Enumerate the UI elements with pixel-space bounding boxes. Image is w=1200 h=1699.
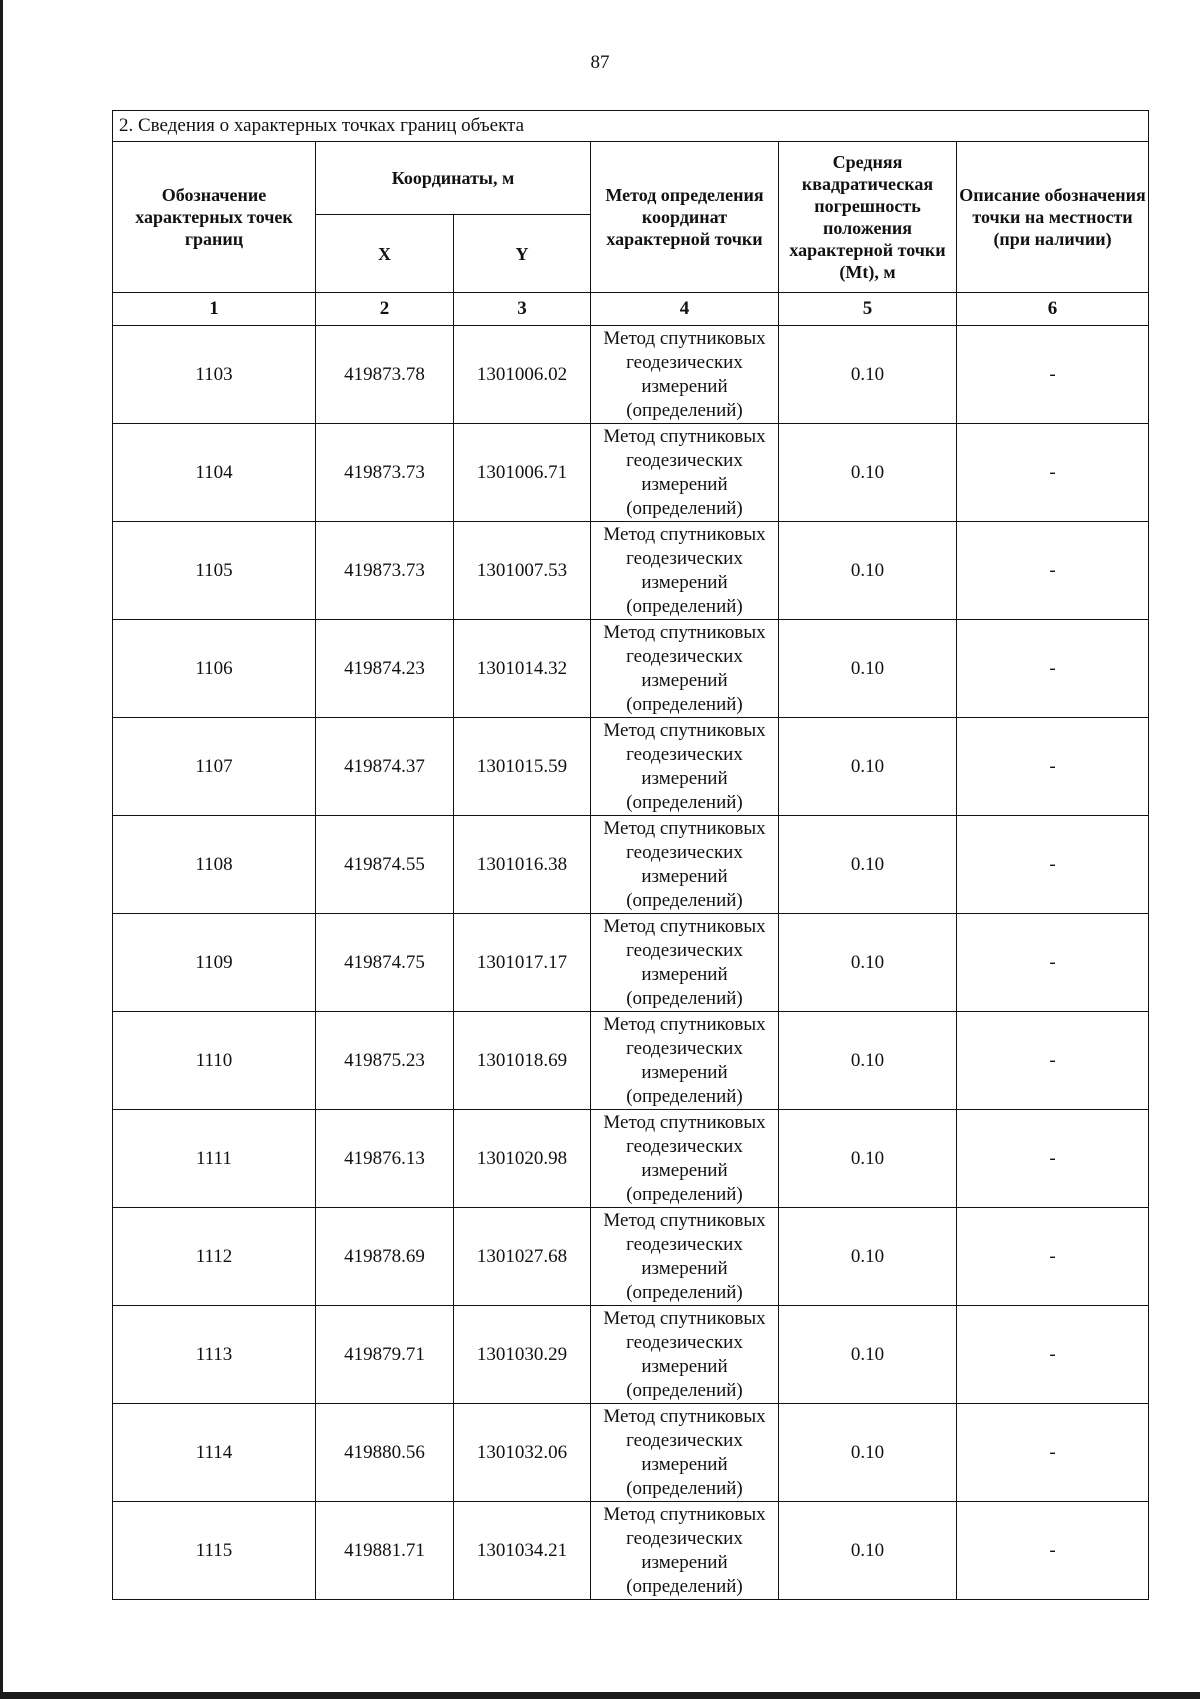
- cell-y: 1301030.29: [454, 1306, 591, 1404]
- cell-point: 1115: [113, 1502, 316, 1600]
- method-line: измерений: [641, 1453, 728, 1475]
- cell-point: 1111: [113, 1110, 316, 1208]
- method-line: Метод спутниковых: [603, 719, 766, 741]
- cell-y: 1301006.71: [454, 424, 591, 522]
- cell-method: [591, 326, 779, 424]
- method-line: (определений): [626, 1281, 743, 1303]
- method-line: геодезических: [626, 351, 743, 373]
- cell-error: 0.10: [779, 914, 957, 1012]
- col-number-4: 4: [591, 293, 779, 326]
- cell-method: [591, 620, 779, 718]
- method-line: (определений): [626, 595, 743, 617]
- header-error: Средняя квадратическая погрешность положения характерной точки (Mt), м: [779, 142, 957, 293]
- cell-error: 0.10: [779, 326, 957, 424]
- cell-description: -: [957, 1404, 1149, 1502]
- method-line: (определений): [626, 693, 743, 715]
- cell-x: 419878.69: [316, 1208, 454, 1306]
- cell-y: 1301034.21: [454, 1502, 591, 1600]
- method-line: Метод спутниковых: [603, 1209, 766, 1231]
- cell-x: 419874.37: [316, 718, 454, 816]
- cell-y: 1301014.32: [454, 620, 591, 718]
- header-method: Метод определения координат характерной точки: [591, 142, 779, 293]
- method-line: Метод спутниковых: [603, 1111, 766, 1133]
- cell-method: [591, 1012, 779, 1110]
- method-line: геодезических: [626, 1429, 743, 1451]
- method-line: геодезических: [626, 1233, 743, 1255]
- cell-error: 0.10: [779, 620, 957, 718]
- cell-description: -: [957, 1208, 1149, 1306]
- table-row: [113, 1306, 1149, 1404]
- cell-description: -: [957, 1306, 1149, 1404]
- header-description: Описание обозначения точки на местности (при наличии): [957, 142, 1149, 293]
- method-line: геодезических: [626, 939, 743, 961]
- cell-point: 1113: [113, 1306, 316, 1404]
- table-row: [113, 620, 1149, 718]
- cell-x: 419874.75: [316, 914, 454, 1012]
- boundary-points-table: [112, 110, 1149, 1600]
- col-number-5: 5: [779, 293, 957, 326]
- cell-method: [591, 424, 779, 522]
- cell-error: 0.10: [779, 718, 957, 816]
- cell-y: 1301027.68: [454, 1208, 591, 1306]
- cell-point: 1107: [113, 718, 316, 816]
- method-line: измерений: [641, 1551, 728, 1573]
- cell-y: 1301018.69: [454, 1012, 591, 1110]
- method-line: измерений: [641, 1355, 728, 1377]
- cell-point: 1112: [113, 1208, 316, 1306]
- table-row: [113, 326, 1149, 424]
- method-line: Метод спутниковых: [603, 621, 766, 643]
- cell-description: -: [957, 522, 1149, 620]
- cell-description: -: [957, 620, 1149, 718]
- cell-error: 0.10: [779, 1306, 957, 1404]
- cell-error: 0.10: [779, 1502, 957, 1600]
- cell-x: 419879.71: [316, 1306, 454, 1404]
- method-line: геодезических: [626, 547, 743, 569]
- method-line: геодезических: [626, 1037, 743, 1059]
- header-x: X: [316, 215, 454, 293]
- col-number-3: 3: [454, 293, 591, 326]
- table-row: [113, 1110, 1149, 1208]
- table-row: [113, 1502, 1149, 1600]
- method-line: геодезических: [626, 1527, 743, 1549]
- col-number-2: 2: [316, 293, 454, 326]
- cell-point: 1109: [113, 914, 316, 1012]
- method-line: измерений: [641, 473, 728, 495]
- cell-description: -: [957, 1502, 1149, 1600]
- table-row: [113, 816, 1149, 914]
- cell-description: -: [957, 1110, 1149, 1208]
- table-row: [113, 914, 1149, 1012]
- cell-error: 0.10: [779, 816, 957, 914]
- method-line: (определений): [626, 987, 743, 1009]
- cell-x: 419875.23: [316, 1012, 454, 1110]
- cell-y: 1301016.38: [454, 816, 591, 914]
- method-line: геодезических: [626, 1135, 743, 1157]
- method-line: Метод спутниковых: [603, 1405, 766, 1427]
- cell-point: 1110: [113, 1012, 316, 1110]
- cell-method: [591, 522, 779, 620]
- cell-description: -: [957, 326, 1149, 424]
- cell-error: 0.10: [779, 1404, 957, 1502]
- cell-y: 1301006.02: [454, 326, 591, 424]
- method-line: измерений: [641, 669, 728, 691]
- table-body: [113, 326, 1149, 1600]
- method-line: измерений: [641, 571, 728, 593]
- cell-point: 1106: [113, 620, 316, 718]
- table-row: [113, 522, 1149, 620]
- cell-x: 419880.56: [316, 1404, 454, 1502]
- method-line: измерений: [641, 375, 728, 397]
- cell-description: -: [957, 816, 1149, 914]
- method-line: (определений): [626, 1575, 743, 1597]
- method-line: измерений: [641, 963, 728, 985]
- cell-description: -: [957, 424, 1149, 522]
- method-line: измерений: [641, 767, 728, 789]
- method-line: (определений): [626, 791, 743, 813]
- cell-description: -: [957, 914, 1149, 1012]
- cell-point: 1103: [113, 326, 316, 424]
- table-row: [113, 424, 1149, 522]
- method-line: (определений): [626, 497, 743, 519]
- table-row: [113, 1404, 1149, 1502]
- cell-error: 0.10: [779, 1110, 957, 1208]
- cell-x: 419873.78: [316, 326, 454, 424]
- cell-y: 1301017.17: [454, 914, 591, 1012]
- cell-point: 1108: [113, 816, 316, 914]
- cell-y: 1301020.98: [454, 1110, 591, 1208]
- cell-method: [591, 1306, 779, 1404]
- method-line: геодезических: [626, 449, 743, 471]
- method-line: Метод спутниковых: [603, 1307, 766, 1329]
- table-row: [113, 1208, 1149, 1306]
- cell-method: [591, 718, 779, 816]
- method-line: Метод спутниковых: [603, 1013, 766, 1035]
- cell-x: 419873.73: [316, 522, 454, 620]
- cell-method: [591, 1502, 779, 1600]
- cell-error: 0.10: [779, 522, 957, 620]
- cell-x: 419881.71: [316, 1502, 454, 1600]
- cell-method: [591, 914, 779, 1012]
- header-coords: Координаты, м: [316, 142, 591, 215]
- header-point: Обозначение характерных точек границ: [113, 142, 316, 293]
- table-row: [113, 1012, 1149, 1110]
- cell-method: [591, 816, 779, 914]
- cell-x: 419874.23: [316, 620, 454, 718]
- method-line: Метод спутниковых: [603, 915, 766, 937]
- cell-point: 1104: [113, 424, 316, 522]
- cell-point: 1105: [113, 522, 316, 620]
- method-line: (определений): [626, 399, 743, 421]
- method-line: (определений): [626, 1477, 743, 1499]
- cell-x: 419873.73: [316, 424, 454, 522]
- cell-method: [591, 1110, 779, 1208]
- scan-edge-left: [0, 0, 3, 1699]
- method-line: измерений: [641, 1159, 728, 1181]
- cell-error: 0.10: [779, 1208, 957, 1306]
- method-line: Метод спутниковых: [603, 327, 766, 349]
- method-line: Метод спутниковых: [603, 523, 766, 545]
- scan-edge-bottom: [0, 1692, 1200, 1699]
- method-line: Метод спутниковых: [603, 817, 766, 839]
- method-line: измерений: [641, 865, 728, 887]
- cell-y: 1301007.53: [454, 522, 591, 620]
- method-line: (определений): [626, 889, 743, 911]
- table-caption: 2. Сведения о характерных точках границ объекта: [113, 111, 1149, 142]
- method-line: Метод спутниковых: [603, 425, 766, 447]
- col-number-1: 1: [113, 293, 316, 326]
- method-line: измерений: [641, 1061, 728, 1083]
- cell-x: 419876.13: [316, 1110, 454, 1208]
- cell-point: 1114: [113, 1404, 316, 1502]
- method-line: (определений): [626, 1183, 743, 1205]
- cell-description: -: [957, 1012, 1149, 1110]
- table-row: [113, 718, 1149, 816]
- cell-y: 1301032.06: [454, 1404, 591, 1502]
- cell-description: -: [957, 718, 1149, 816]
- cell-error: 0.10: [779, 1012, 957, 1110]
- header-y: Y: [454, 215, 591, 293]
- col-number-6: 6: [957, 293, 1149, 326]
- cell-y: 1301015.59: [454, 718, 591, 816]
- cell-method: [591, 1208, 779, 1306]
- method-line: геодезических: [626, 743, 743, 765]
- page-number: 87: [590, 52, 610, 73]
- method-line: (определений): [626, 1379, 743, 1401]
- cell-error: 0.10: [779, 424, 957, 522]
- method-line: геодезических: [626, 645, 743, 667]
- method-line: измерений: [641, 1257, 728, 1279]
- method-line: (определений): [626, 1085, 743, 1107]
- cell-x: 419874.55: [316, 816, 454, 914]
- cell-method: [591, 1404, 779, 1502]
- method-line: геодезических: [626, 841, 743, 863]
- method-line: геодезических: [626, 1331, 743, 1353]
- method-line: Метод спутниковых: [603, 1503, 766, 1525]
